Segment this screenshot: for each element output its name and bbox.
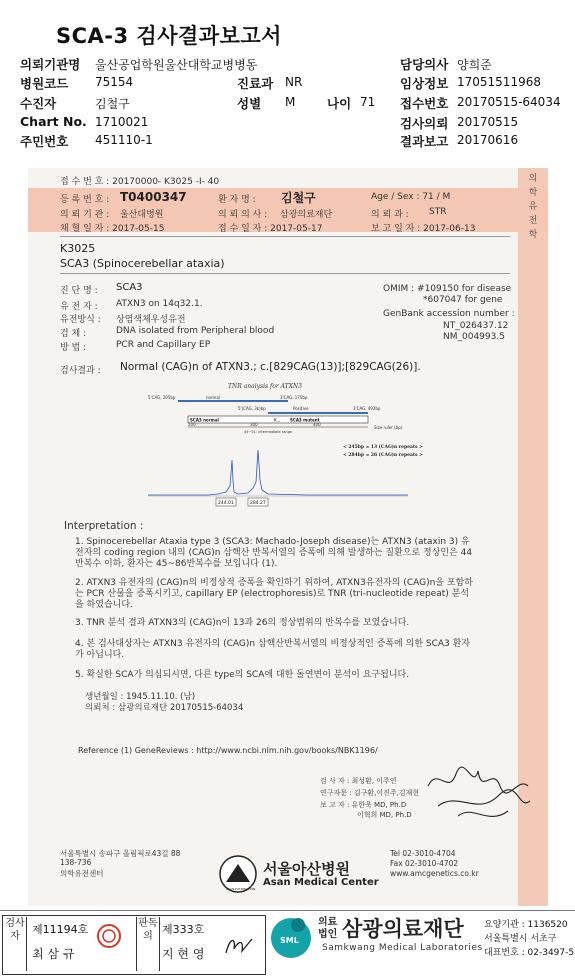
interpretation-item-4: 4. 본 검사대상자는 ATXN3 유전자의 (CAG)n 삼핵산반복서열의 비정상적인 증폭에 의한 SCA3 환자가 아닙니다. (75, 639, 471, 660)
client-label: 의 뢰 의 사 : (218, 210, 268, 220)
method-value: PCR and Capillary EP (116, 340, 211, 350)
specimen-value: DNA isolated from Peripheral blood (116, 326, 275, 336)
org-info-1: 요양기관 : 1136520 (484, 920, 568, 930)
mutant-amplicon (268, 412, 368, 414)
age-sex: Age / Sex : 71 / M (371, 192, 451, 202)
department-value: NR (285, 75, 303, 89)
gene-label: 유 전 자 : (60, 302, 98, 312)
tnr-title: TNR analysis for ATXN3 (228, 383, 302, 390)
handwritten-signature (418, 756, 538, 836)
hospital-code-value: 75154 (95, 75, 134, 89)
department-label: 진료과 (237, 76, 274, 91)
tel: Tel 02-3010-4704 (390, 849, 456, 858)
physician-label: 담당의사 (400, 57, 449, 72)
tester-name: 최 삼 규 (32, 947, 75, 961)
chart-no-label: Chart No. (20, 114, 87, 129)
peak-label: 284.27 (250, 501, 266, 506)
tester-label: 검사자 (4, 917, 27, 971)
signatory-reporter: 보 고 자 : 유한욱 MD, Ph.D (320, 801, 407, 809)
peak-label: 244.01 (218, 501, 234, 506)
interpretation-item-5: 5. 확실한 SCA가 의심되시면, 다른 type의 SCA에 대한 돌연변이 분석이 요구됩니다. (75, 670, 410, 680)
clinical-info-label: 임상정보 (400, 76, 449, 91)
side-label: 의학유전학 (528, 174, 538, 240)
tnr-diagram (148, 380, 423, 510)
org-info-2: 서울특별시 서초구 (484, 934, 557, 944)
hospital-name-en: Asan Medical Center (263, 877, 379, 888)
chart-no-value: 1710021 (95, 115, 149, 129)
hospital-code-label: 병원코드 (20, 76, 69, 91)
omim: OMIM : #109150 for disease (383, 284, 512, 294)
client-number: 의뢰처 : 삼광의료재단 20170515-64034 (85, 703, 244, 713)
reg-no-value: T0400347 (120, 190, 187, 204)
peak-note: < 284bp = 26 (CAG)n repeats > (343, 453, 423, 458)
approver-name: 지 현 영 (162, 947, 205, 961)
inherit-label: 유전방식 : (60, 315, 101, 325)
signatory-tester: 검 사 자 : 최성환, 이주연 (320, 777, 397, 785)
org-prefix: 의료법인 (318, 917, 338, 940)
diagram-note: 5'(CAG, 3k)bp (238, 406, 266, 411)
signatory-reporter-2: 이혁희 MD, Ph.D (357, 811, 412, 819)
divider (60, 236, 510, 237)
address-2: 138-736 (60, 858, 92, 867)
omim-gene: *607047 for gene (423, 295, 503, 305)
report-date-value: 20170616 (457, 133, 519, 147)
resident-no-label: 주민번호 (20, 134, 69, 149)
clinical-info-value: 17051511968 (457, 75, 541, 89)
tester-seal (96, 923, 122, 949)
patient-value: 김철구 (95, 97, 130, 111)
specimen-label: 검 체 : (60, 329, 87, 339)
interpretation-item-1: 1. Spinocerebellar Ataxia type 3 (SCA3: Machado-Joseph disease)는 ATXN3 (ataxin 3) 유전자의 coding region 내의 (CAG)n 삼핵산 반복서열의 증폭에 의해 발생하는 질환으로 정상인은 44반복수 이하, 환자는 45~86반복수를 보입니다 (1). (75, 537, 473, 569)
tester-license: 제11194호 (32, 923, 89, 936)
address-1: 서울특별시 송파구 올림픽로43길 88 (60, 849, 181, 858)
request-date-value: 20170515 (457, 115, 519, 129)
reg-no-label: 등 록 번 호 : (60, 195, 110, 205)
reference: Reference (1) GeneReviews : http://www.ncbi.nlm.nih.gov/books/NBK1196/ (78, 746, 378, 755)
diagram-note: 5'CAG, 205bp (148, 395, 176, 400)
room-label: 의 뢰 과 : (371, 210, 409, 220)
sex-label: 성별 (237, 96, 262, 111)
test-code: K3025 (60, 242, 96, 255)
diagram-note: Positive (293, 406, 309, 411)
approver-label: 판독의 (136, 917, 160, 971)
resident-no-value: 451110-1 (95, 133, 153, 147)
normal-amplicon (178, 400, 288, 402)
org-name-en: Samkwang Medical Laboratories (322, 943, 483, 953)
approver-signature (222, 933, 258, 959)
scanned-report (28, 168, 548, 906)
patient-label: 수진자 (20, 96, 57, 111)
peak-note: < 245bp = 13 (CAG)n repeats > (343, 445, 423, 450)
signatory-advisor: 연구자문 : 김구환,이진주,김재현 (320, 789, 420, 797)
diagram-note: normal (206, 395, 221, 400)
inst-label: 의 뢰 기 관 : (60, 210, 110, 220)
hospital-name-ko: 서울아산병원 (263, 860, 350, 878)
ruler-tick: 400 (313, 422, 321, 427)
inherit-value: 상염색체우성유전 (116, 315, 186, 325)
client-value: 삼광의료재단 (280, 210, 333, 220)
approver-license: 제333호 (162, 923, 205, 936)
inst-value: 울산대병원 (120, 210, 164, 220)
report-title: SCA-3 검사결과보고서 (56, 24, 282, 48)
physician-value: 양희준 (457, 58, 492, 72)
test-name: SCA3 (Spinocerebellar ataxia) (60, 257, 225, 270)
request-date-label: 검사의뢰 (400, 116, 449, 131)
receipt-number: 접 수 번 호 : 20170000- K3025 -I- 40 (60, 177, 220, 187)
receipt-no-value: 20170515-64034 (457, 95, 561, 109)
ruler-tick: 300 (250, 422, 258, 427)
website: www.amcgenetics.co.kr (390, 869, 479, 878)
org-info-3: 대표번호 : 02-3497-5 (484, 948, 575, 958)
genbank-label: GenBank accession number : (383, 309, 515, 319)
sex-value: M (285, 95, 296, 109)
sml-logo (268, 913, 314, 959)
org-name: 삼광의료재단 (342, 917, 464, 941)
nt-accession: NT_026437.12 (443, 321, 509, 331)
birth-date: 생년월일 : 1945.11.10. (남) (85, 692, 196, 702)
gene-value: ATXN3 on 14q32.1. (116, 299, 203, 309)
interpretation-item-3: 3. TNR 분석 결과 ATXN3의 (CAG)n이 13과 26의 정상범위의 반복수를 보였습니다. (75, 618, 410, 628)
result-label: 검사결과 : (60, 366, 101, 376)
receipt-no-label: 접수번호 (400, 96, 449, 111)
fax: Fax 02-3010-4702 (390, 859, 459, 868)
diagram-note: 45~51: intermediate range (244, 430, 292, 434)
nm-accession: NM_004993.5 (443, 332, 505, 342)
hospital-value: 울산공업학원울산대학교병병동 (95, 58, 258, 72)
asan-logo (218, 854, 258, 894)
svg-text:SML: SML (280, 936, 299, 945)
footer (0, 910, 575, 978)
diag-value: SCA3 (116, 282, 143, 293)
address-3: 의학유전센터 (60, 869, 104, 878)
svg-text:ASAN FOUNDATION: ASAN FOUNDATION (226, 887, 256, 891)
age-label: 나이 (327, 96, 352, 111)
room-value: STR (429, 207, 447, 217)
hospital-label: 의뢰기관명 (20, 57, 81, 72)
patient-name-label: 환 자 명 : (218, 195, 256, 205)
diagram-note: 3'CAG, 492bp (353, 406, 381, 411)
divider (60, 273, 510, 274)
method-label: 방 법 : (60, 343, 87, 353)
result-value: Normal (CAG)n of ATXN3.; c.[829CAG(13)];[829CAG(26)]. (120, 361, 421, 373)
diagram-note: SCA3 mutant (290, 417, 320, 423)
ruler-tick: 200 (188, 422, 196, 427)
interpretation-item-2: 2. ATXN3 유전자의 (CAG)n의 비정상적 증폭을 확인하기 위하여, ATXN3유전자의 (CAG)n을 포함하는 PCR 산물을 증폭시키고, capillary EP (electrophoresis)로 TNR (tri-nucleotide repeat) 분석을 하였습니다. (75, 578, 473, 610)
diagram-note: Size ruler (bp) (374, 425, 403, 430)
interpretation-title: Interpretation : (64, 520, 144, 532)
reported-date: 보 고 일 자 : 2017-06-13 (371, 224, 476, 234)
diagram-note: SCA3 normal (190, 417, 219, 423)
received-date: 접 수 일 자 : 2017-05-17 (218, 224, 323, 234)
collect-date: 채 혈 일 자 : 2017-05-15 (60, 224, 165, 234)
report-date-label: 결과보고 (400, 134, 449, 149)
diagram-note: 3'CAG, 175bp (280, 395, 308, 400)
diagram-note: K... (274, 417, 281, 423)
age-value: 71 (360, 95, 376, 109)
patient-name-value: 김철구 (281, 191, 316, 205)
diag-label: 진 단 명 : (60, 286, 98, 296)
